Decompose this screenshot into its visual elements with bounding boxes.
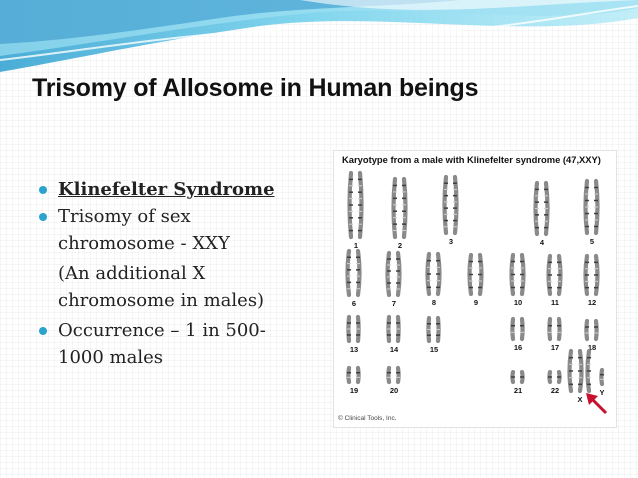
chromosome-pair-6 [344, 249, 364, 297]
pair-label-1: 1 [353, 241, 359, 250]
chromosome-pair-8 [424, 252, 444, 296]
chromosome-pair-19 [344, 366, 364, 384]
chromosome-pair-1 [346, 171, 366, 239]
pair-label-18: 18 [587, 343, 597, 352]
bullet-list [38, 176, 318, 371]
chromosome-pair-14 [384, 315, 404, 343]
bullet-note-line1: (An additional X [58, 263, 206, 284]
pair-label-22: 22 [550, 386, 560, 395]
bullet-occurrence-line1: Occurrence – 1 in 500- [58, 320, 266, 341]
chromosome-pair-22 [545, 370, 565, 384]
header-wave-banner [0, 0, 638, 80]
pair-label-20: 20 [389, 386, 399, 395]
chromosome-pair-15 [424, 316, 444, 343]
chromosome-pair-16 [508, 317, 528, 341]
chromosome-pair-17 [545, 317, 565, 341]
pair-label-10: 10 [513, 298, 523, 307]
bullet-occurrence [38, 317, 318, 371]
pair-label-16: 16 [513, 343, 523, 352]
chromosome-pair-18 [582, 319, 602, 341]
bullet-trisomy-note [38, 260, 318, 314]
pair-label-5: 5 [589, 237, 595, 246]
bullet-trisomy [38, 203, 318, 257]
chromosome-pair-9 [466, 253, 486, 296]
chromosome-pair-20 [384, 366, 404, 384]
chromosome-pair-13 [344, 315, 364, 343]
pair-label-9: 9 [473, 298, 479, 307]
highlight-arrow-icon [584, 391, 610, 417]
pair-label-21: 21 [513, 386, 523, 395]
pair-label-Y: Y [599, 388, 605, 397]
bullet-note-line2: chromosome in males) [58, 290, 265, 311]
pair-label-4: 4 [539, 238, 545, 247]
chromosome-pair-7 [384, 251, 404, 297]
chromosome-pair-3 [441, 175, 461, 235]
chromosome-pair-2 [390, 177, 410, 239]
pair-label-11: 11 [551, 298, 559, 307]
chromosome-pair-11 [545, 254, 565, 296]
slide-title: Trisomy of Allosome in Human beings [32, 74, 479, 102]
pair-label-17: 17 [550, 343, 560, 352]
pair-label-2: 2 [397, 241, 403, 250]
chromosome-pair-4 [532, 181, 552, 236]
bullet-klinefelter [38, 176, 318, 203]
chromosome-pair-Y [597, 368, 608, 386]
pair-label-12: 12 [587, 298, 597, 307]
pair-label-3: 3 [448, 237, 454, 246]
pair-label-X: X [577, 395, 583, 404]
chromosome-pair-12 [582, 254, 602, 296]
bullet-occurrence-line2: 1000 males [58, 347, 163, 368]
pair-label-13: 13 [349, 345, 359, 354]
bullet-trisomy-line1: Trisomy of sex [58, 206, 191, 227]
karyotype-title: Karyotype from a male with Klinefelter syndrome (47,XXY) [342, 154, 601, 165]
chromosome-pair-5 [582, 179, 602, 235]
pair-label-8: 8 [431, 298, 437, 307]
bullet-klinefelter-text: Klinefelter Syndrome [58, 179, 275, 200]
pair-label-6: 6 [351, 299, 357, 308]
chromosome-pair-X [566, 349, 595, 393]
karyotype-image [333, 150, 617, 428]
bullet-trisomy-line2: chromosome - XXY [58, 233, 230, 254]
pair-label-15: 15 [429, 345, 439, 354]
karyotype-credit: © Clinical Tools, Inc. [338, 415, 397, 422]
chromosome-pair-10 [508, 253, 528, 296]
pair-label-14: 14 [389, 345, 399, 354]
pair-label-7: 7 [391, 299, 397, 308]
chromosome-pair-21 [508, 370, 528, 384]
pair-label-19: 19 [349, 386, 359, 395]
